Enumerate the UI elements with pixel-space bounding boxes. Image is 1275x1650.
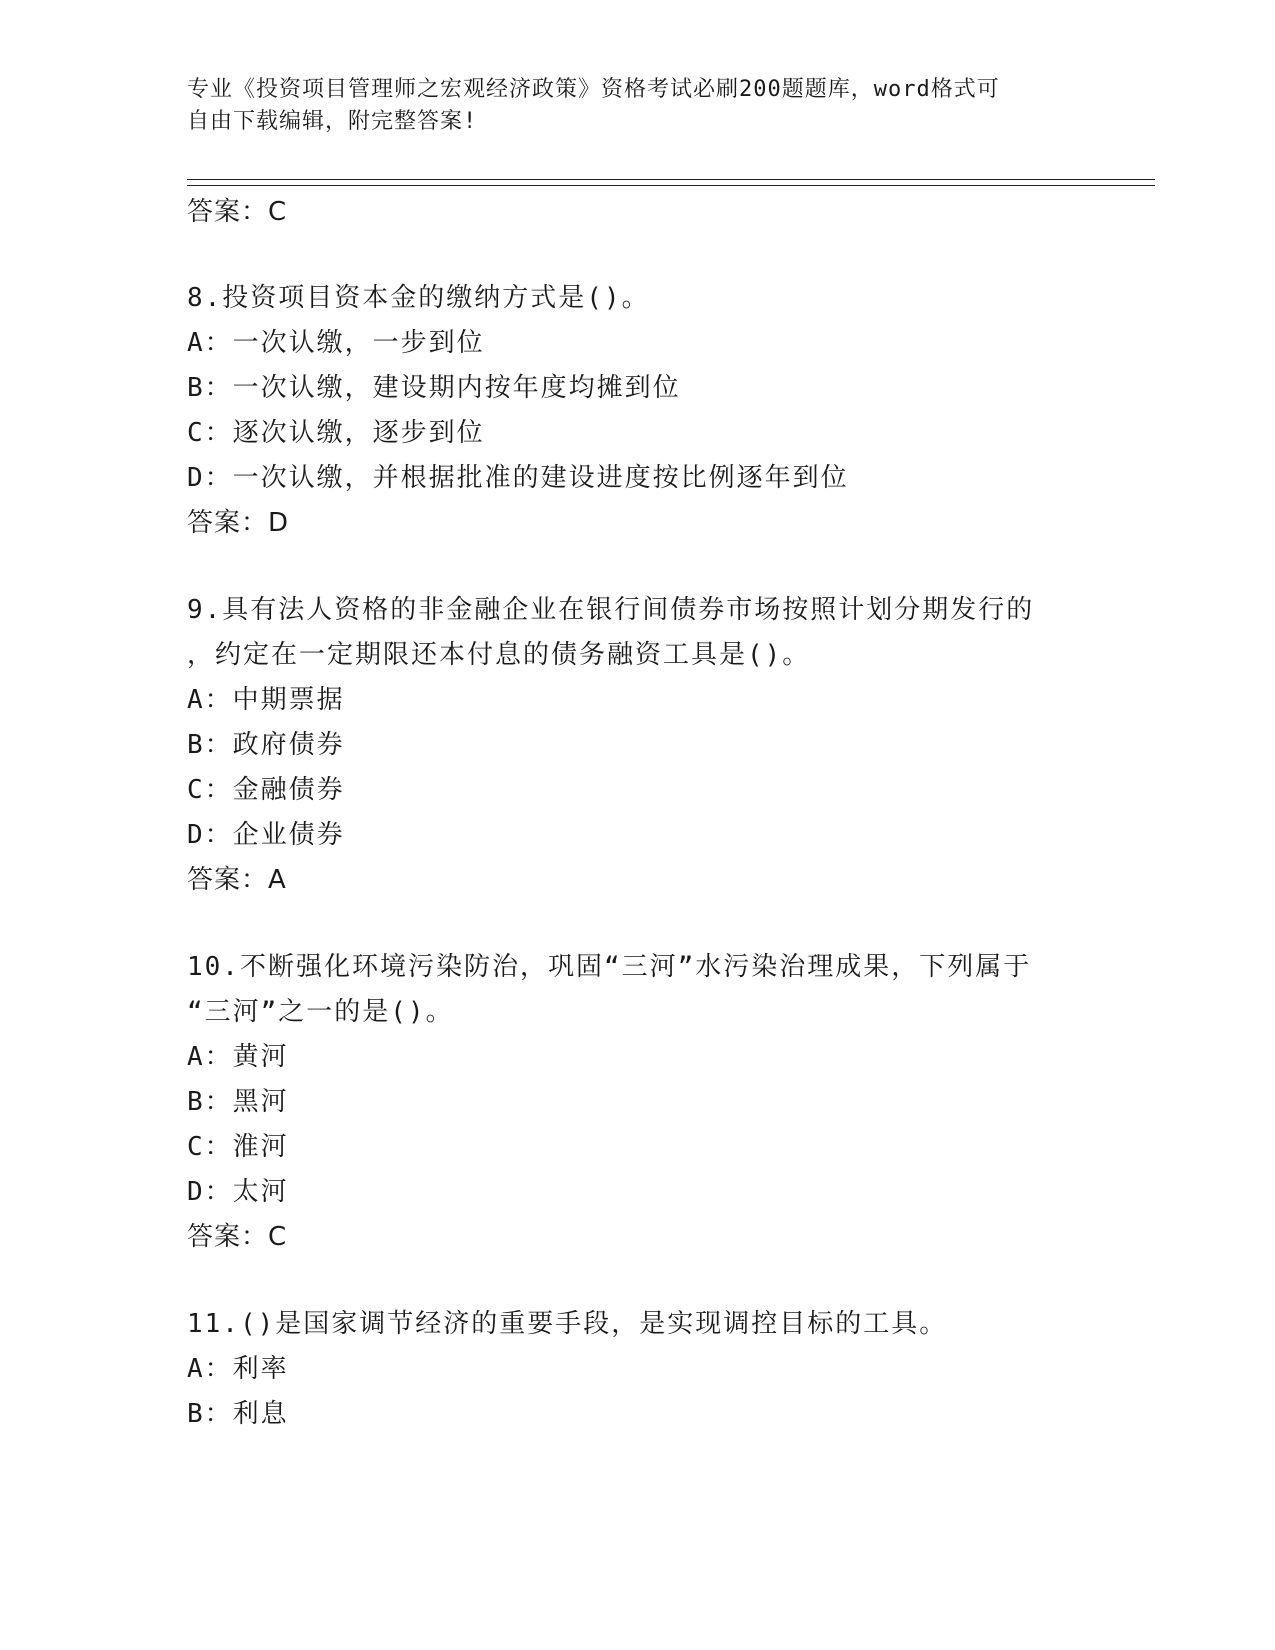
question-8-option-b: B：一次认缴，建设期内按年度均摊到位 bbox=[187, 373, 681, 403]
question-8-option-d: D：一次认缴，并根据批准的建设进度按比例逐年到位 bbox=[187, 463, 849, 493]
question-8-stem: 8.投资项目资本金的缴纳方式是()。 bbox=[187, 283, 650, 313]
header-line-2: 自由下载编辑，附完整答案! bbox=[187, 109, 478, 134]
question-10-option-d: D：太河 bbox=[187, 1177, 289, 1207]
question-9-option-d: D：企业债券 bbox=[187, 820, 345, 850]
question-9-stem-line-2: ，约定在一定期限还本付息的债务融资工具是()。 bbox=[187, 640, 811, 670]
question-10-stem-line-1: 10.不断强化环境污染防治，巩固“三河”水污染治理成果，下列属于 bbox=[187, 952, 1032, 982]
question-8-option-c: C：逐次认缴，逐步到位 bbox=[187, 418, 485, 448]
question-10-stem-line-2: “三河”之一的是()。 bbox=[187, 997, 454, 1027]
header-line-1: 专业《投资项目管理师之宏观经济政策》资格考试必刷200题题库，word格式可 bbox=[187, 77, 1000, 102]
question-10-option-b: B：黑河 bbox=[187, 1087, 289, 1117]
question-11-option-b: B：利息 bbox=[187, 1399, 289, 1429]
document-header bbox=[187, 74, 1087, 138]
question-10-option-a: A：黄河 bbox=[187, 1042, 289, 1072]
question-11-option-a: A：利率 bbox=[187, 1354, 289, 1384]
question-10-answer: 答案：C bbox=[187, 1222, 288, 1252]
question-10-option-c: C：淮河 bbox=[187, 1132, 289, 1162]
question-8-answer: 答案：D bbox=[187, 508, 290, 538]
question-9-option-a: A：中期票据 bbox=[187, 685, 345, 715]
question-11-stem: 11.()是国家调节经济的重要手段，是实现调控目标的工具。 bbox=[187, 1309, 948, 1339]
answer-line: 答案：C bbox=[187, 197, 288, 227]
question-9-option-b: B：政府债券 bbox=[187, 730, 345, 760]
question-9-stem-line-1: 9.具有法人资格的非金融企业在银行间债券市场按照计划分期发行的 bbox=[187, 595, 1035, 625]
header-rule-bottom bbox=[187, 185, 1155, 186]
question-9-option-c: C：金融债券 bbox=[187, 775, 345, 805]
header-rule-top bbox=[187, 179, 1155, 180]
question-9-answer: 答案：A bbox=[187, 865, 287, 895]
question-8-option-a: A：一次认缴，一步到位 bbox=[187, 328, 485, 358]
